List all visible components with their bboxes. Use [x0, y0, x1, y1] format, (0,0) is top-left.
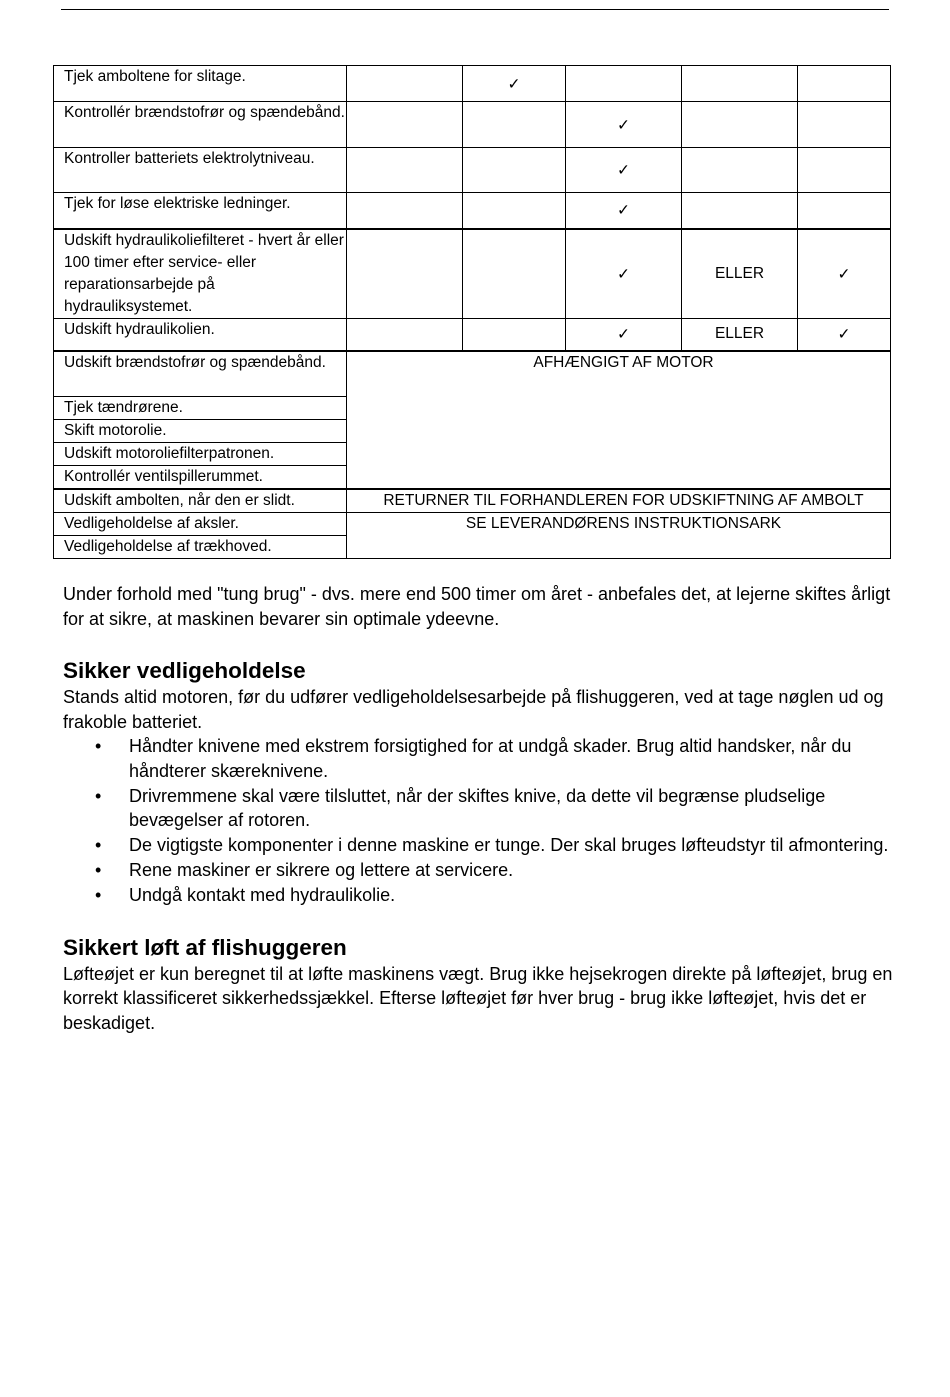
interval-cell	[682, 193, 798, 229]
table-row	[54, 351, 891, 397]
task-cell: Udskift hydraulikolien.	[54, 319, 347, 351]
table-row	[54, 229, 891, 319]
checkmark-icon: ✓	[798, 319, 891, 351]
table-row	[54, 148, 891, 193]
supplier-instructions-note: SE LEVERANDØRENS INSTRUKTIONSARK	[347, 513, 891, 559]
interval-cell	[463, 193, 566, 229]
task-cell: Kontrollér ventilspillerummet.	[54, 466, 347, 490]
list-item-text: Rene maskiner er sikrere og lettere at servicere.	[129, 860, 514, 880]
bullet-icon: •	[95, 860, 102, 880]
list-item-text: De vigtigste komponenter i denne maskine er tunge. Der skal bruges løfteudstyr til afmontering.	[129, 835, 889, 855]
checkmark-icon: ✓	[566, 229, 682, 319]
bullet-icon: •	[95, 785, 102, 806]
safety-bullet-list	[63, 734, 893, 908]
list-item-text: Undgå kontakt med hydraulikolie.	[129, 885, 396, 905]
checkmark-icon: ✓	[566, 193, 682, 229]
interval-cell	[798, 193, 891, 229]
checkmark-icon: ✓	[463, 66, 566, 102]
document-body	[63, 582, 893, 1035]
interval-cell	[463, 102, 566, 148]
interval-cell	[463, 148, 566, 193]
checkmark-icon: ✓	[566, 102, 682, 148]
interval-cell	[682, 148, 798, 193]
table-row	[54, 193, 891, 229]
list-item	[63, 858, 893, 883]
interval-cell	[347, 193, 463, 229]
task-cell: Kontroller batteriets elektrolytniveau.	[54, 148, 347, 193]
bullet-icon: •	[95, 835, 102, 855]
list-item	[63, 883, 893, 908]
task-cell: Vedligeholdelse af trækhoved.	[54, 536, 347, 559]
task-cell: Tjek for løse elektriske ledninger.	[54, 193, 347, 229]
bullet-icon: •	[95, 885, 102, 905]
interval-cell	[682, 102, 798, 148]
interval-cell	[798, 66, 891, 102]
header-rule	[61, 9, 889, 10]
section-heading-safe-lifting: Sikkert løft af flishuggeren	[63, 934, 347, 960]
task-cell: Skift motorolie.	[54, 420, 347, 443]
safe-maintenance-intro: Stands altid motoren, før du udfører vedligeholdelsesarbejde på flishuggeren, ved at tage nøglen ud og frakoble batteriet.	[63, 687, 884, 732]
interval-cell	[347, 66, 463, 102]
interval-cell	[798, 148, 891, 193]
task-cell: Udskift hydraulikoliefilteret - hvert år eller 100 timer efter service- eller reparationsarbejde på hydrauliksystemet.	[54, 229, 347, 319]
heavy-use-paragraph: Under forhold med "tung brug" - dvs. mere end 500 timer om året - anbefales det, at lejerne skiftes årligt for at sikre, at maskinen bevarer sin optimale ydeevne.	[63, 584, 891, 629]
interval-cell	[682, 66, 798, 102]
list-item	[63, 784, 893, 833]
interval-cell	[347, 102, 463, 148]
table-row	[54, 319, 891, 351]
task-cell: Tjek tændrørene.	[54, 397, 347, 420]
checkmark-icon: ✓	[566, 319, 682, 351]
table-row	[54, 102, 891, 148]
table-row	[54, 489, 891, 513]
task-cell: Vedligeholdelse af aksler.	[54, 513, 347, 536]
task-cell: Udskift motoroliefilterpatronen.	[54, 443, 347, 466]
engine-dependent-note: AFHÆNGIGT AF MOTOR	[347, 351, 891, 490]
interval-cell	[347, 319, 463, 351]
section-heading-safe-maintenance: Sikker vedligeholdelse	[63, 658, 306, 683]
task-cell: Tjek amboltene for slitage.	[54, 66, 347, 102]
interval-cell	[566, 66, 682, 102]
interval-cell	[798, 102, 891, 148]
interval-cell	[463, 229, 566, 319]
task-cell: Udskift brændstofrør og spændebånd.	[54, 351, 347, 397]
list-item	[63, 833, 893, 858]
checkmark-icon: ✓	[566, 148, 682, 193]
list-item	[63, 734, 893, 783]
task-cell: Udskift ambolten, når den er slidt.	[54, 489, 347, 513]
checkmark-icon: ✓	[798, 229, 891, 319]
bullet-icon: •	[95, 736, 102, 756]
list-item-text: Håndter knivene med ekstrem forsigtighed for at undgå skader. Brug altid handsker, når du håndterer skæreknivene.	[129, 736, 852, 781]
interval-cell	[347, 148, 463, 193]
table-row	[54, 513, 891, 536]
return-to-dealer-note: RETURNER TIL FORHANDLEREN FOR UDSKIFTNING AF AMBOLT	[347, 489, 891, 513]
or-label: ELLER	[682, 229, 798, 319]
table-row	[54, 66, 891, 102]
or-label: ELLER	[682, 319, 798, 351]
interval-cell	[347, 229, 463, 319]
maintenance-table	[53, 65, 891, 559]
list-item-text: Drivremmene skal være tilsluttet, når der skiftes knive, da dette vil begrænse pludselige bevægelser af rotoren.	[129, 785, 826, 830]
interval-cell	[463, 319, 566, 351]
safe-lifting-paragraph: Løfteøjet er kun beregnet til at løfte maskinens vægt. Brug ikke hejsekrogen direkte på løfteøjet, brug en korrekt klassificeret sikkerhedssjækkel. Efterse løfteøjet før hver brug - brug ikke løfteøjet, hvis det er beskadiget.	[63, 963, 893, 1033]
task-cell: Kontrollér brændstofrør og spændebånd.	[54, 102, 347, 148]
